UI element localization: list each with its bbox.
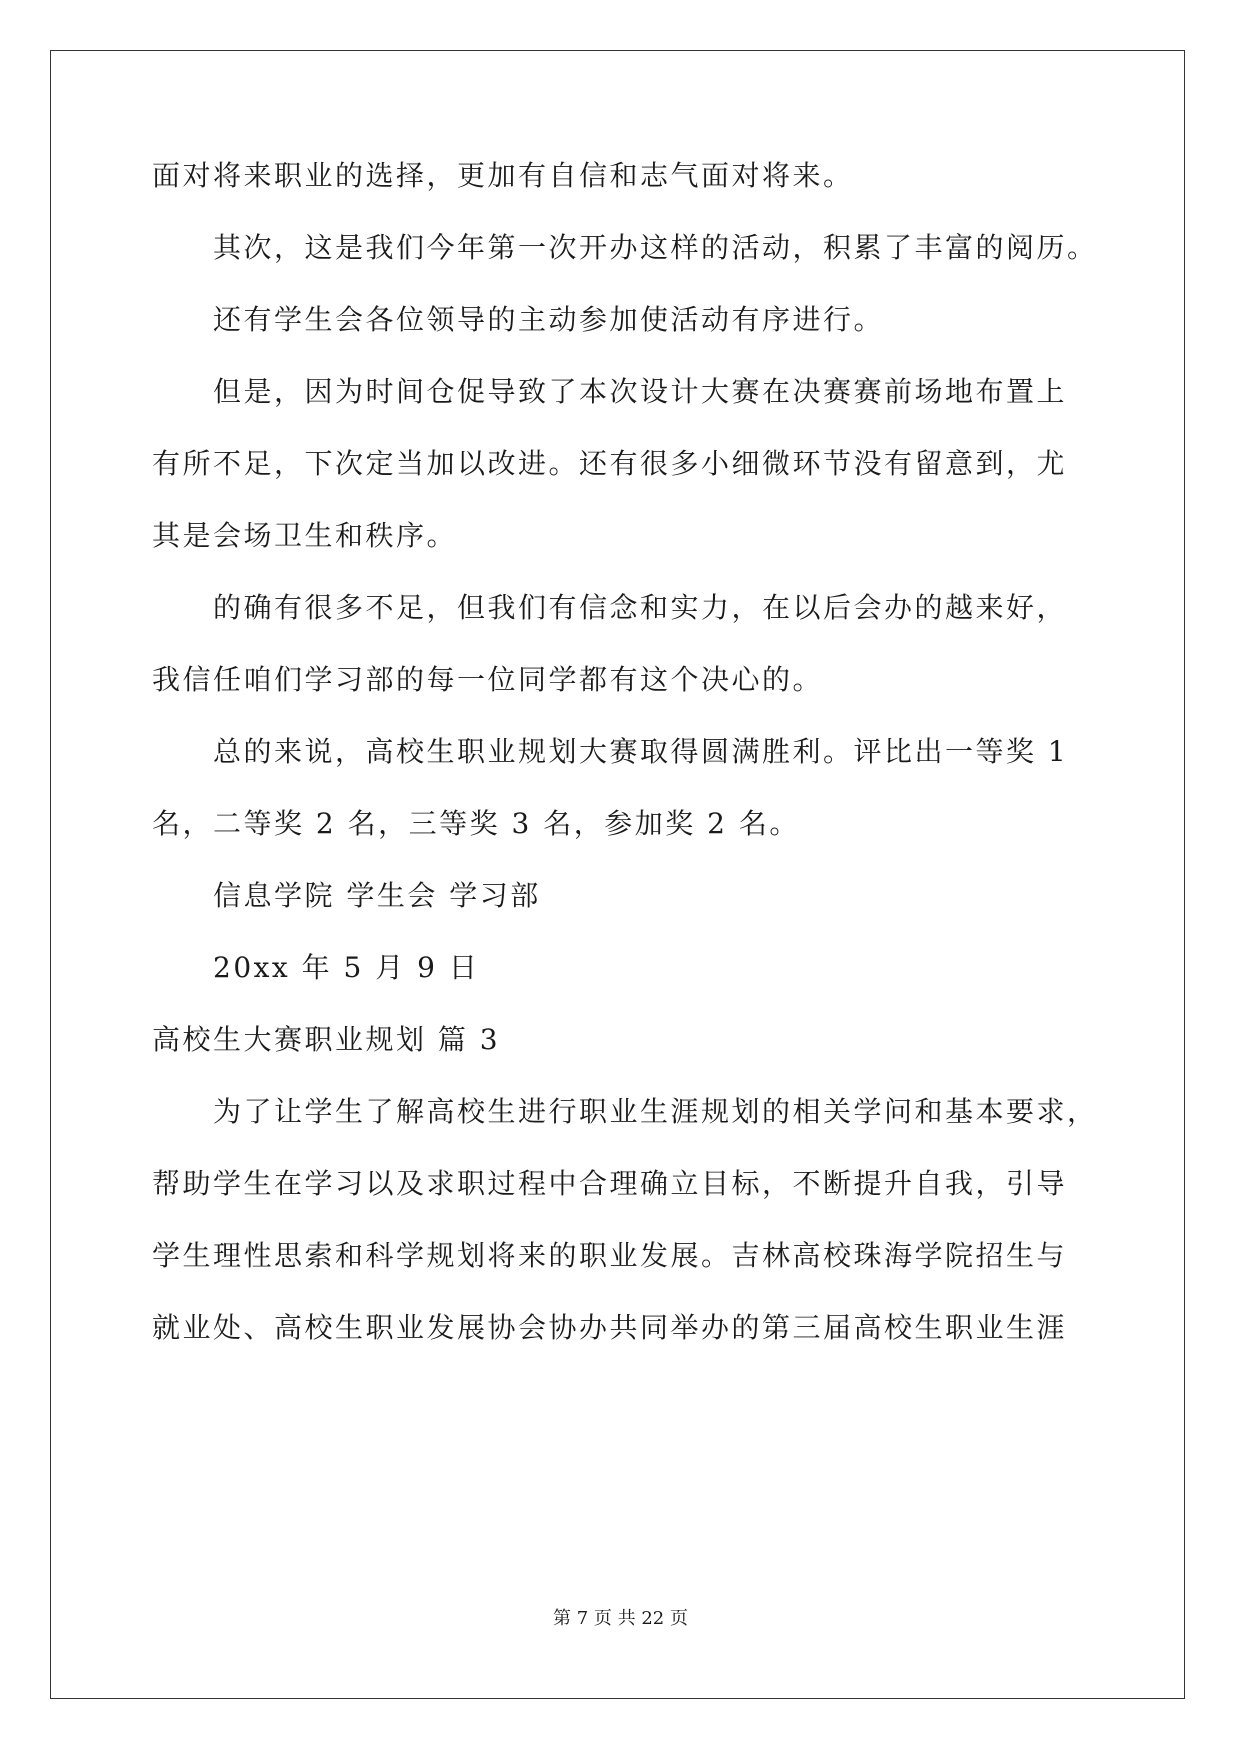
text-line: 有所不足，下次定当加以改进。还有很多小细微环节没有留意到，尤 bbox=[152, 447, 1068, 480]
paragraph-line: 为了让学生了解高校生进行职业生涯规划的相关学问和基本要求， bbox=[213, 1095, 1098, 1128]
text-line: 面对将来职业的选择，更加有自信和志气面对将来。 bbox=[152, 159, 854, 192]
date-line: 20xx 年 5 月 9 日 bbox=[213, 951, 480, 984]
paragraph-line: 的确有很多不足，但我们有信念和实力，在以后会办的越来好， bbox=[213, 591, 1068, 624]
text-line: 其是会场卫生和秩序。 bbox=[152, 519, 458, 552]
paragraph-line: 总的来说，高校生职业规划大赛取得圆满胜利。评比出一等奖 1 bbox=[213, 735, 1069, 768]
page-number: 第 7 页 共 22 页 bbox=[553, 1608, 688, 1629]
paragraph-line: 还有学生会各位领导的主动参加使活动有序进行。 bbox=[213, 303, 885, 336]
text-line: 名，二等奖 2 名，三等奖 3 名，参加奖 2 名。 bbox=[152, 807, 800, 840]
paragraph-line: 但是，因为时间仓促导致了本次设计大赛在决赛赛前场地布置上 bbox=[213, 375, 1068, 408]
page-border bbox=[50, 50, 1185, 1699]
section-heading: 高校生大赛职业规划 篇 3 bbox=[152, 1023, 501, 1056]
text-line: 就业处、高校生职业发展协会协办共同举办的第三届高校生职业生涯 bbox=[152, 1311, 1068, 1344]
signature-line: 信息学院 学生会 学习部 bbox=[213, 879, 541, 912]
text-line: 学生理性思索和科学规划将来的职业发展。吉林高校珠海学院招生与 bbox=[152, 1239, 1068, 1272]
text-line: 帮助学生在学习以及求职过程中合理确立目标，不断提升自我，引导 bbox=[152, 1167, 1068, 1200]
text-line: 我信任咱们学习部的每一位同学都有这个决心的。 bbox=[152, 663, 824, 696]
paragraph-line: 其次，这是我们今年第一次开办这样的活动，积累了丰富的阅历。 bbox=[213, 231, 1098, 264]
